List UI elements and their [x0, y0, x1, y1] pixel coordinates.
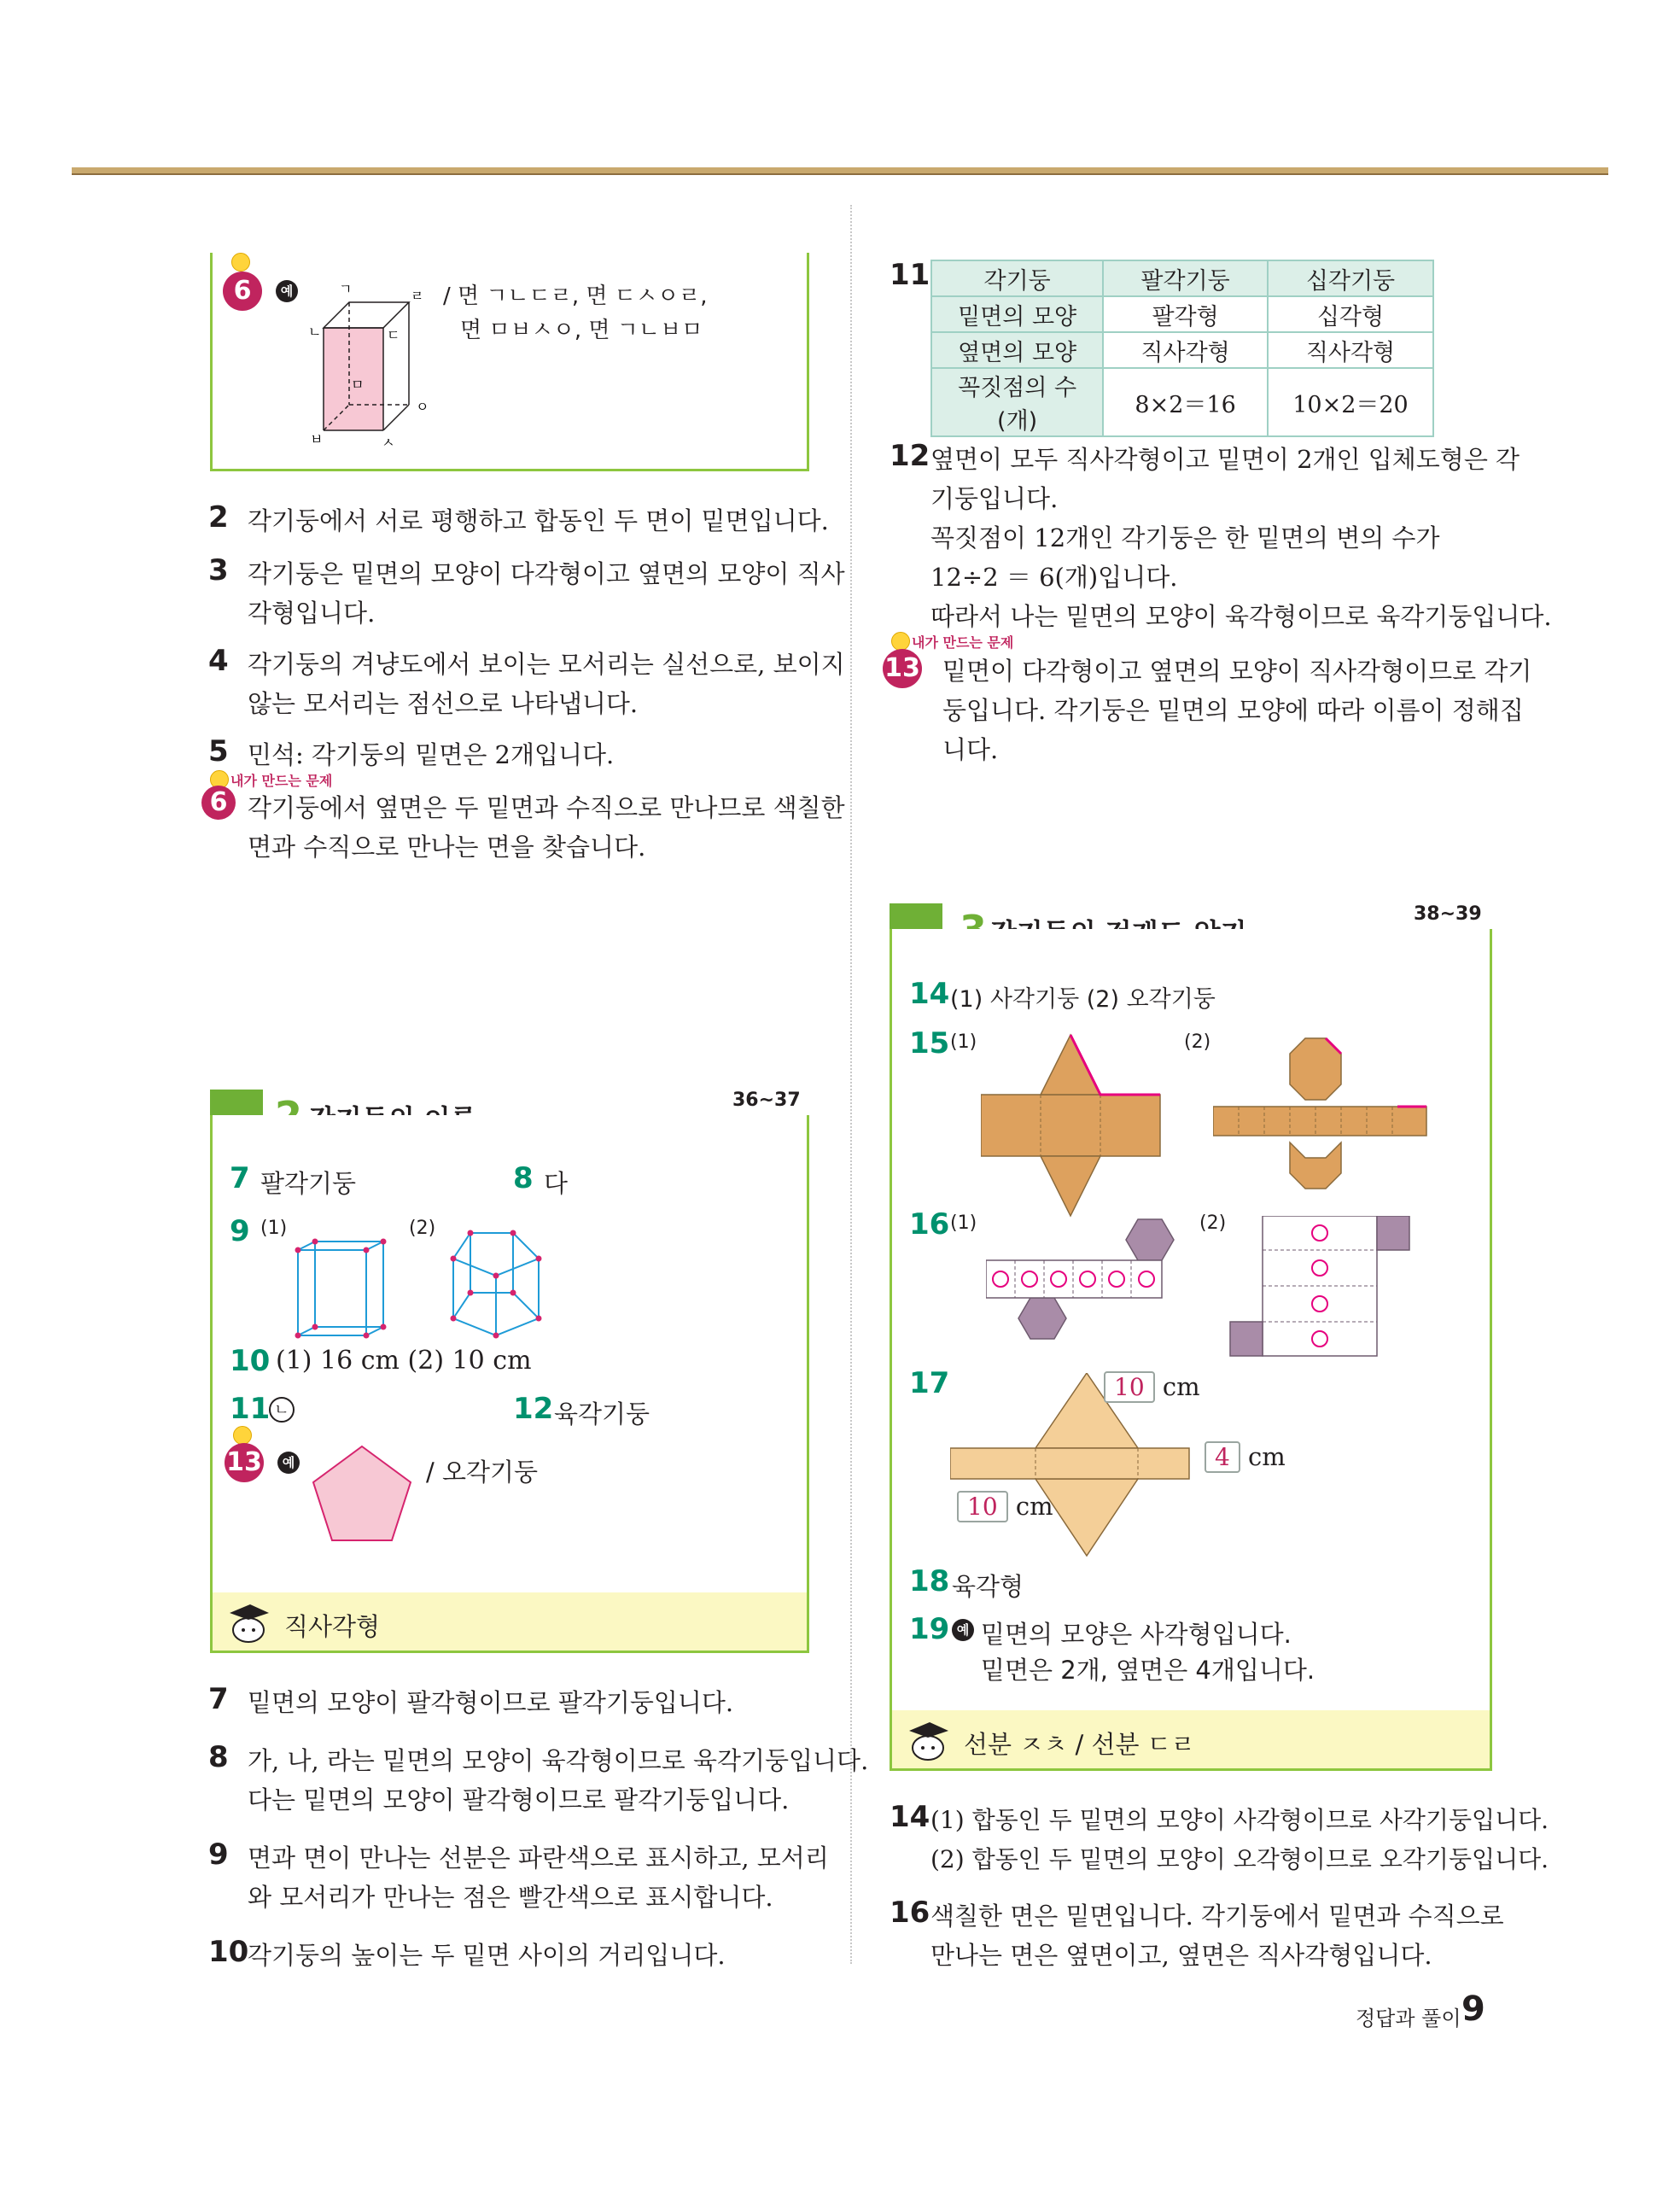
answer-text: 육각기둥	[554, 1399, 650, 1429]
unit-label: cm	[1015, 1492, 1053, 1521]
hexagonal-prism-net	[986, 1216, 1199, 1361]
top-rule	[72, 167, 1608, 173]
table-cell: 십각기둥	[1268, 260, 1433, 296]
answer-text: 팔각기둥	[260, 1169, 357, 1198]
explanation-line: 면과 수직으로 만나는 면을 찾습니다.	[248, 833, 646, 862]
item-number: 8	[208, 1740, 229, 1774]
explanation-line: 밑면이 다각형이고 옆면의 모양이 직사각형이므로 각기	[942, 657, 1532, 686]
explanation-line: 색칠한 면은 밑면입니다. 각기둥에서 밑면과 수직으로	[930, 1902, 1504, 1931]
explanation-line: 따라서 나는 밑면의 모양이 육각형이므로 육각기둥입니다.	[930, 602, 1552, 631]
answer-box-6	[210, 253, 809, 471]
answer-number: 14	[909, 977, 950, 1011]
item-number: 6	[201, 786, 236, 820]
table-cell: 팔각형	[1103, 296, 1268, 332]
answer-number: 7	[230, 1161, 250, 1195]
table-cell: 팔각기둥	[1103, 260, 1268, 296]
item-number: 3	[208, 553, 229, 587]
footer-answer: 선분 ㅈㅊ / 선분 ㄷㄹ	[964, 1730, 1195, 1759]
vertex-label: ㅂ	[310, 431, 324, 447]
item-number: 2	[208, 500, 229, 535]
table-cell: 10×2＝20	[1268, 368, 1433, 436]
explanation-line: (1) 합동인 두 밑면의 모양이 사각형이므로 사각기둥입니다.	[930, 1806, 1549, 1834]
vertex-label: ㄱ	[339, 281, 353, 297]
column-divider	[850, 205, 852, 1964]
prism-diagram	[289, 1216, 409, 1344]
item-number: 4	[208, 644, 229, 678]
square-prism-net	[1228, 1216, 1425, 1370]
item-number: 11	[890, 258, 930, 292]
item-number: 14	[890, 1800, 930, 1834]
length-label	[957, 1491, 1053, 1522]
answer-number: 11	[230, 1392, 271, 1426]
table-row	[931, 260, 1433, 296]
answer-number: 18	[909, 1564, 950, 1598]
item-number: 10	[208, 1935, 249, 1969]
answer-text: 밑면의 모양은 사각형입니다.	[981, 1620, 1292, 1649]
answer-table	[930, 260, 1434, 437]
explanation-line: 각기둥은 밑면의 모양이 다각형이고 옆면의 모양이 직사	[248, 559, 845, 588]
explanation-line: 밑면의 모양이 팔각형이므로 팔각기둥입니다.	[248, 1688, 734, 1717]
example-mark: 예	[952, 1619, 974, 1641]
explanation-line: 각기둥에서 서로 평행하고 합동인 두 면이 밑면입니다.	[248, 506, 829, 535]
item-number: 12	[890, 439, 930, 473]
graduate-mascot-icon	[225, 1601, 272, 1644]
answer-text: 면 ㅁㅂㅅㅇ, 면 ㄱㄴㅂㅁ	[460, 318, 703, 343]
table-row	[931, 296, 1433, 332]
graduate-mascot-icon	[904, 1719, 952, 1762]
table-cell: 십각형	[1268, 296, 1433, 332]
explanation-line: 만나는 면은 옆면이고, 옆면은 직사각형입니다.	[930, 1941, 1432, 1970]
vertex-label: ㅇ	[416, 399, 429, 415]
table-cell: 옆면의 모양	[931, 332, 1103, 368]
page-number: 9	[1461, 1989, 1485, 2029]
explanation-line: 각기둥의 높이는 두 밑면 사이의 거리입니다.	[248, 1941, 726, 1970]
table-cell: 밑면의 모양	[931, 296, 1103, 332]
answer-text: 다	[544, 1169, 569, 1198]
answer-symbol: ㄴ	[269, 1397, 295, 1423]
table-cell: 직사각형	[1268, 332, 1433, 368]
answer-number: 12	[513, 1392, 554, 1426]
explanation-line: 꼭짓점이 12개인 각기둥은 한 밑면의 변의 수가	[930, 523, 1440, 552]
item-number: 7	[208, 1682, 229, 1716]
explanation-line: 않는 모서리는 점선으로 나타냅니다.	[248, 689, 639, 718]
explanation-line: 기둥입니다.	[930, 484, 1059, 513]
rhombus-prism-net	[950, 1373, 1223, 1578]
answer-text: / 면 ㄱㄴㄷㄹ, 면 ㄷㅅㅇㄹ,	[443, 283, 708, 309]
answer-number: 16	[909, 1207, 950, 1242]
sub-label: (2)	[1184, 1031, 1211, 1053]
sub-label: (1)	[260, 1218, 288, 1239]
octagonal-prism-net	[1213, 1031, 1435, 1219]
answer-box-section-3	[890, 929, 1492, 1771]
answer-number: 8	[513, 1161, 534, 1195]
my-problem-tag: 내가 만드는 문제	[912, 634, 1014, 651]
prism-diagram	[436, 1216, 556, 1344]
explanation-line: 가, 나, 라는 밑면의 모양이 육각형이므로 육각기둥입니다.	[248, 1746, 869, 1775]
item-number: 5	[208, 734, 229, 768]
footer-label: 정답과 풀이	[1356, 2007, 1461, 2030]
question-number: 6	[223, 272, 262, 311]
length-label	[1205, 1441, 1286, 1473]
answer-number: 15	[909, 1026, 950, 1060]
footer-answer: 직사각형	[284, 1612, 381, 1641]
example-mark: 예	[276, 280, 298, 302]
table-cell: 직사각형	[1103, 332, 1268, 368]
explanation-line: 12÷2 ＝ 6(개)입니다.	[930, 563, 1178, 592]
unit-label: cm	[1162, 1372, 1200, 1401]
table-row	[931, 368, 1433, 436]
vertex-label: ㄷ	[387, 327, 400, 343]
square-pyramid-net	[981, 1031, 1169, 1219]
explanation-line: 다는 밑면의 모양이 팔각형이므로 팔각기둥입니다.	[248, 1785, 790, 1814]
item-number: 16	[890, 1896, 930, 1930]
table-cell: 꼭짓점의 수(개)	[931, 368, 1103, 436]
sub-label: (2)	[409, 1218, 436, 1239]
box-footer	[892, 1710, 1490, 1768]
unit-label: cm	[1248, 1442, 1286, 1471]
answer-number: 10	[230, 1344, 271, 1378]
answer-blank: 10	[1104, 1371, 1155, 1403]
sub-label: (1)	[950, 1031, 977, 1053]
explanation-line: 각형입니다.	[248, 599, 376, 628]
explanation-line: 면과 면이 만나는 선분은 파란색으로 표시하고, 모서리	[248, 1843, 829, 1873]
answer-text: (1) 사각기둥 (2) 오각기둥	[950, 986, 1216, 1013]
answer-number: 17	[909, 1366, 950, 1400]
smiley-icon	[891, 632, 910, 651]
vertex-label: ㅅ	[382, 435, 395, 451]
answer-box-section-2	[210, 1115, 809, 1653]
vertex-label: ㄹ	[411, 288, 424, 304]
box-footer	[213, 1592, 807, 1651]
smiley-icon	[231, 253, 250, 272]
vertex-label: ㅁ	[351, 377, 365, 393]
answer-number: 13	[225, 1443, 264, 1482]
explanation-line: 각기둥의 겨냥도에서 보이는 모서리는 실선으로, 보이지	[248, 650, 845, 679]
explanation-line: 니다.	[942, 735, 999, 764]
sub-label: (1)	[950, 1212, 977, 1234]
table-cell: 8×2＝16	[1103, 368, 1268, 436]
pentagon-diagram	[306, 1440, 417, 1551]
answer-text: 밑면은 2개, 옆면은 4개입니다.	[981, 1656, 1315, 1685]
length-label	[1104, 1371, 1200, 1403]
answer-number: 9	[230, 1214, 250, 1248]
sub-label: (2)	[1199, 1212, 1227, 1234]
my-problem-tag: 내가 만드는 문제	[230, 773, 333, 789]
page-range: 38~39	[1414, 903, 1482, 925]
explanation-line: (2) 합동인 두 밑면의 모양이 오각형이므로 오각기둥입니다.	[930, 1845, 1549, 1873]
answer-text: 육각형	[952, 1572, 1024, 1601]
explanation-line: 옆면이 모두 직사각형이고 밑면이 2개인 입체도형은 각	[930, 445, 1520, 474]
table-cell: 각기둥	[931, 260, 1103, 296]
explanation-line: 각기둥에서 옆면은 두 밑면과 수직으로 만나므로 색칠한	[248, 793, 845, 822]
item-number: 9	[208, 1838, 229, 1872]
page-range: 36~37	[732, 1090, 801, 1111]
answer-text: (1) 16 cm (2) 10 cm	[276, 1346, 532, 1376]
explanation-line: 와 모서리가 만나는 점은 빨간색으로 표시합니다.	[248, 1883, 773, 1912]
table-row	[931, 332, 1433, 368]
answer-blank: 10	[957, 1491, 1008, 1522]
example-mark: 예	[277, 1452, 300, 1474]
explanation-line: 둥입니다. 각기둥은 밑면의 모양에 따라 이름이 정해집	[942, 696, 1524, 725]
answer-blank: 4	[1205, 1441, 1240, 1473]
item-number: 13	[883, 649, 922, 688]
vertex-label: ㄴ	[308, 324, 322, 340]
answer-text: / 오각기둥	[426, 1458, 539, 1487]
smiley-icon	[233, 1426, 252, 1445]
answer-number: 19	[909, 1612, 950, 1646]
explanation-line: 민석: 각기둥의 밑면은 2개입니다.	[248, 740, 615, 769]
